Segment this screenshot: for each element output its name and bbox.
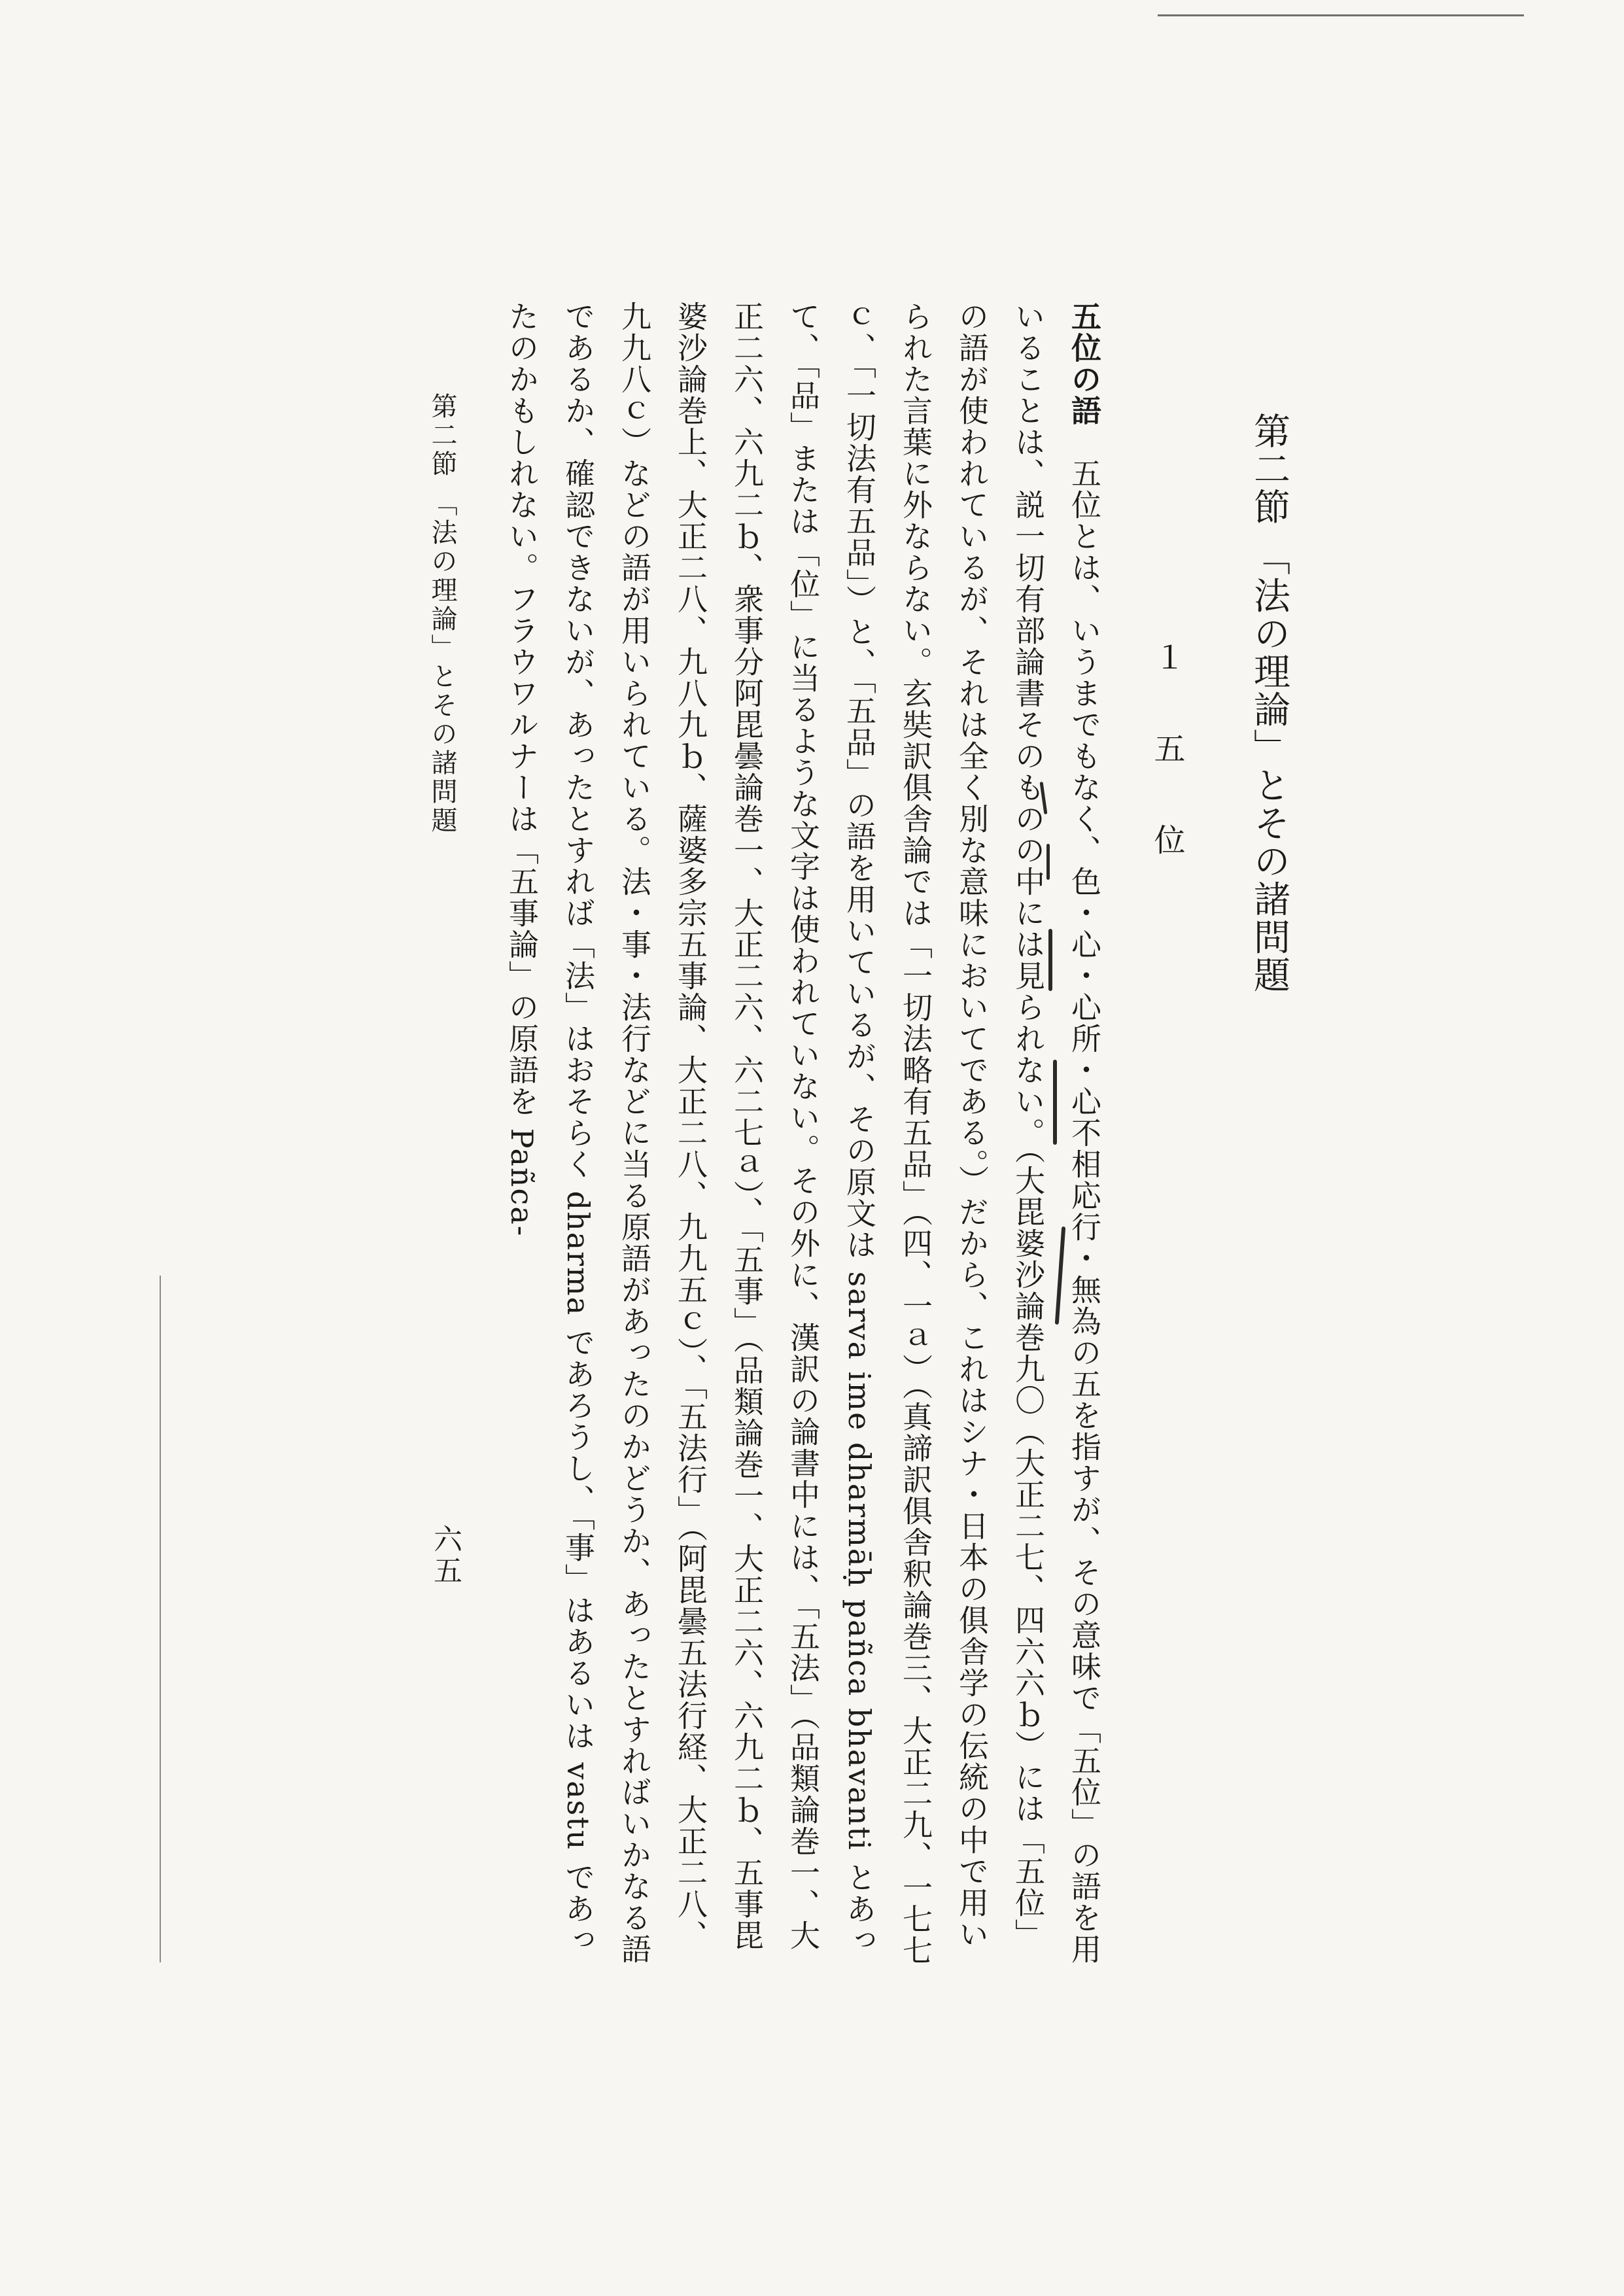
section-heading: １ 五 位 bbox=[1149, 641, 1185, 880]
body-paragraph bbox=[494, 301, 1113, 1969]
paragraph-label: 五位の語 bbox=[1067, 301, 1102, 426]
running-head: 第二節 「法の理論」とその諸問題 bbox=[427, 392, 457, 835]
paragraph-text: 五位とは、いうまでもなく、色・心・心所・心不相応行・無為の五を指すが、その意味で「五位」の語を用いることは、説一切有部論書そのものの中には見られない。（大毘婆沙論巻九〇（大正二七、四六六ｂ）には「五位」の語が使われているが、それは全く別な意味においてである。）だから、これはシナ・日本の俱舎学の伝統の中で用いられた言葉に外ならない。玄奘訳俱舎論では「一切法略有五品」（四、一ａ）（真諦訳俱舎釈論巻三、大正二九、一七七ｃ、「一切法有五品」）と、「五品」の語を用いているが、その原文は sarva ime dharmāḥ pañca bhavanti とあって、「品」または「位」に当るような文字は使われていない。その外に、漢訳の論書中には、「五法」（品類論巻一、大正二六、六九二ｂ、衆事分阿毘曇論巻一、大正二六、六二七ａ）、「五事」（品類論巻一、大正二六、六九二ｂ、五事毘婆沙論巻上、大正二八、九八九ｂ、薩婆多宗五事論、大正二八、九九五ｃ）、「五法行」（阿毘曇五法行経、大正二八、九九八ｃ）などの語が用いられている。法・事・法行などに当る原語があったのかどうか、あったとすればいかなる語であるか、確認できないが、あったとすれば「法」はおそらく dharma であろうし、「事」はあるいは vastu であったのかもしれない。フラウワルナーは「五事論」の原語を Pañca- bbox=[504, 301, 1102, 1966]
top-scan-line bbox=[1158, 14, 1524, 16]
page-number: 六五 bbox=[428, 1524, 462, 1587]
left-scan-line bbox=[160, 1276, 161, 1962]
vertical-page-text bbox=[414, 301, 1297, 1969]
chapter-title: 第二節 「法の理論」とその諸問題 bbox=[1248, 412, 1290, 994]
